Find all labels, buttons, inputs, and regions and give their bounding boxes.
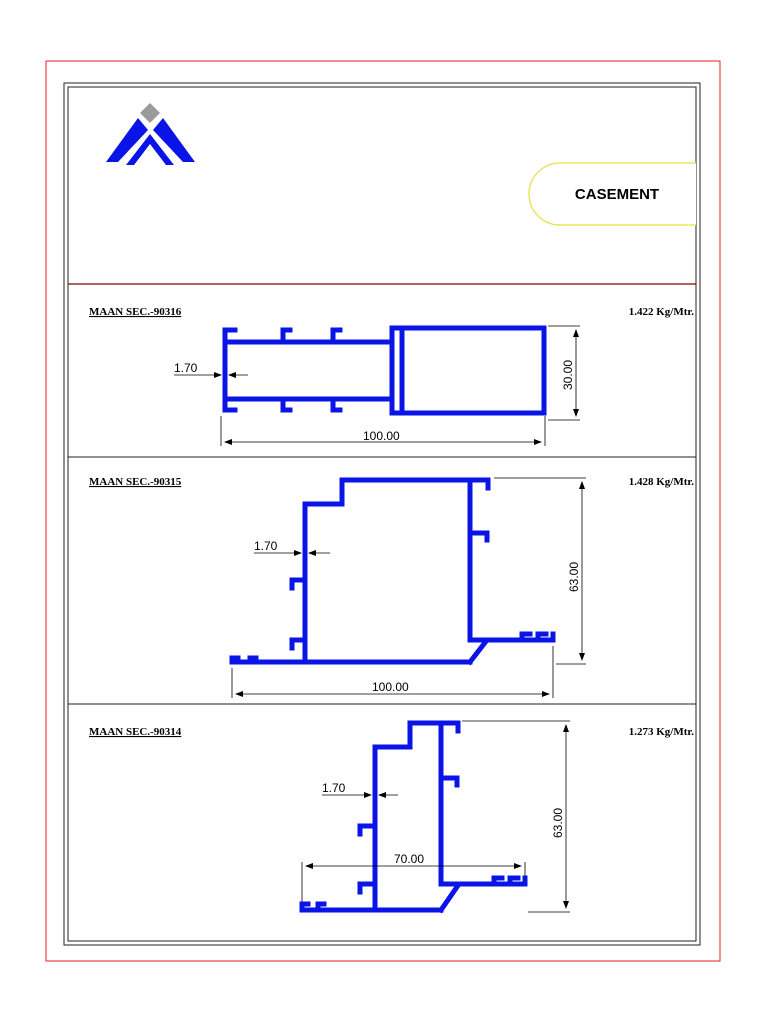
page-title: CASEMENT — [574, 186, 660, 203]
section-weight-90315: 1.428 Kg/Mtr. — [628, 476, 694, 488]
dimension-width-90315 — [232, 646, 553, 698]
section-weight-90316: 1.422 Kg/Mtr. — [628, 306, 694, 318]
dim-height-label: 30.00 — [561, 359, 575, 390]
maan-logo-icon — [106, 103, 195, 165]
section-code-90315: MAAN SEC.-90315 — [89, 476, 182, 488]
section-code-90316: MAAN SEC.-90316 — [89, 306, 182, 318]
dim-width-label: 100.00 — [363, 429, 400, 443]
dim-width-label: 100.00 — [372, 680, 409, 694]
dimension-thickness-90314 — [322, 781, 398, 795]
dimension-thickness-90315 — [254, 539, 330, 553]
dim-width-label: 70.00 — [394, 852, 425, 866]
dim-thickness-label: 1.70 — [174, 361, 198, 375]
dim-thickness-label: 1.70 — [254, 539, 278, 553]
profile-90316 — [225, 328, 544, 413]
dim-thickness-label: 1.70 — [322, 781, 346, 795]
dimension-height-90316 — [548, 326, 580, 420]
dim-height-label: 63.00 — [567, 561, 581, 592]
profile-90314 — [302, 723, 525, 910]
dim-height-label: 63.00 — [551, 807, 565, 838]
profile-90315 — [232, 480, 553, 662]
section-weight-90314: 1.273 Kg/Mtr. — [628, 726, 694, 738]
section-code-90314: MAAN SEC.-90314 — [89, 726, 182, 738]
dimension-width-90316 — [221, 416, 545, 446]
dimension-thickness-90316 — [174, 361, 248, 375]
